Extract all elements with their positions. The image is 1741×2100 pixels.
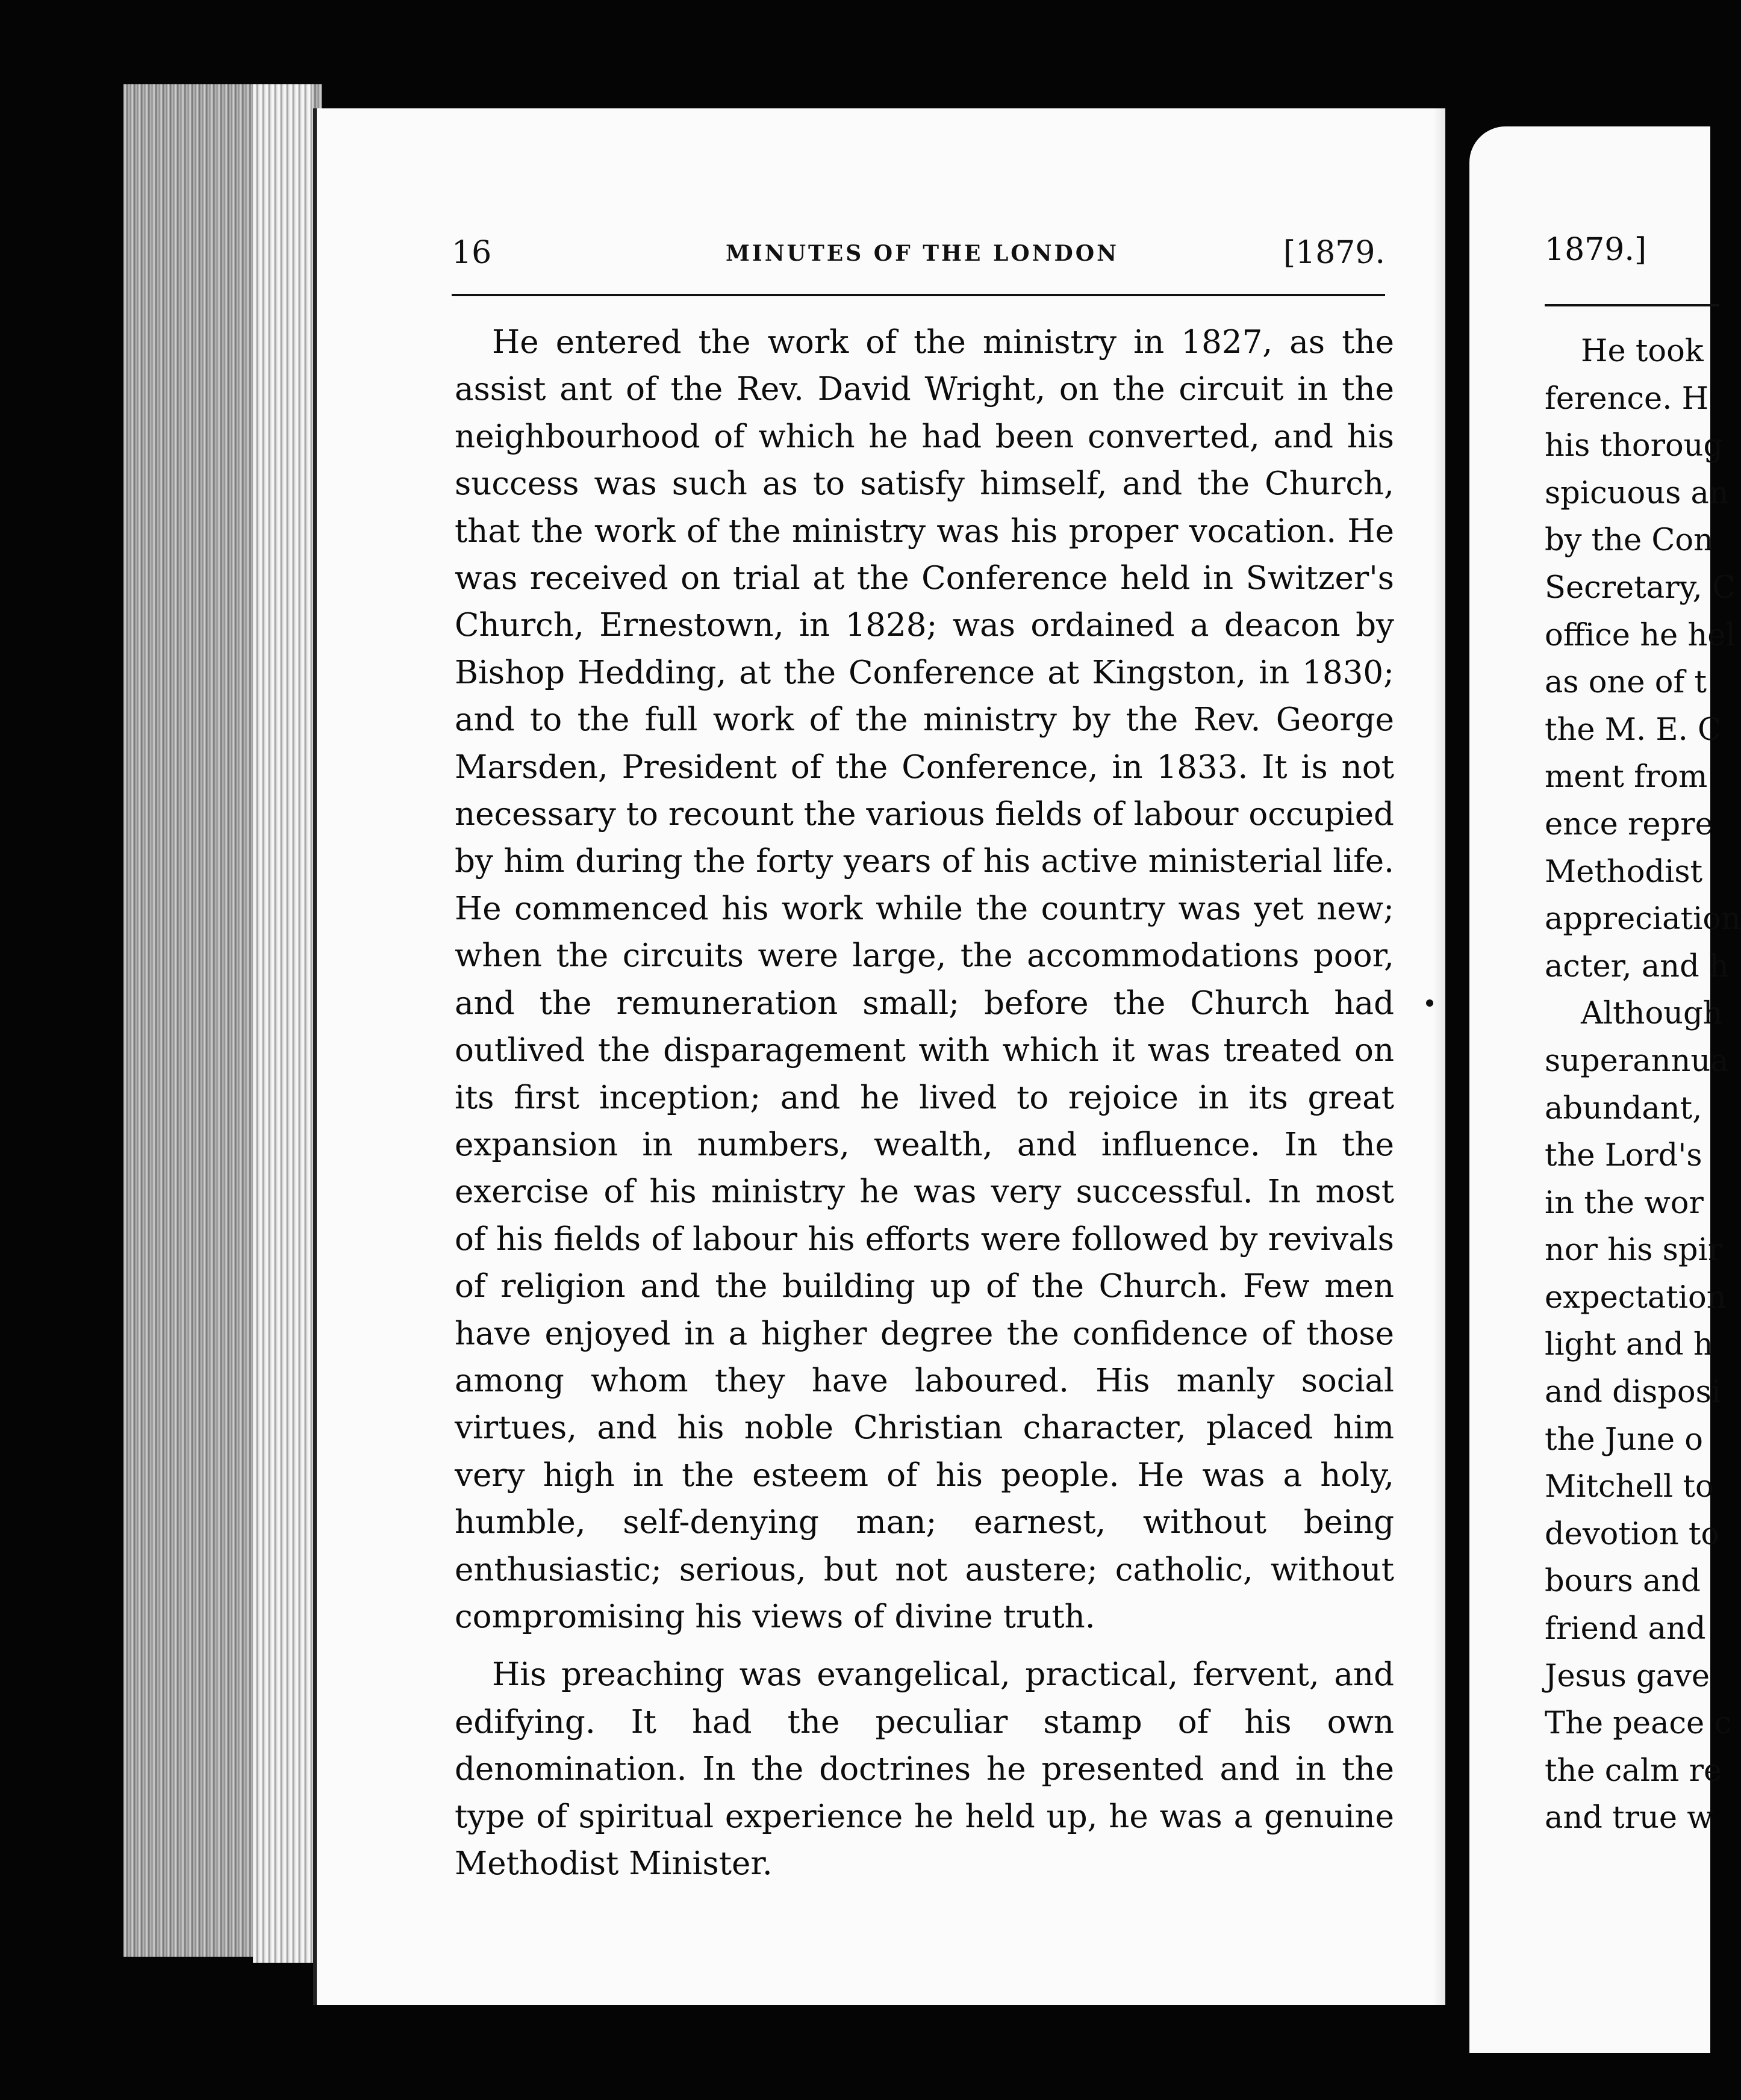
page-number: 16 (452, 235, 492, 271)
right-page-line: The peace c (1545, 1706, 1732, 1742)
right-page-line: abundant, (1545, 1090, 1702, 1126)
right-page-line: the Lord's (1545, 1138, 1702, 1174)
right-page-line: He took (1581, 334, 1704, 369)
left-page-header (452, 229, 1385, 277)
right-page-line: superannua (1545, 1043, 1729, 1079)
right-page-line: by the Con (1545, 523, 1713, 559)
right-page-line: Although (1581, 996, 1723, 1032)
right-page-line: light and h (1545, 1327, 1713, 1363)
right-page-line: as one of t (1545, 665, 1707, 701)
right-page-header (1545, 232, 1725, 268)
book-page-edges (253, 84, 313, 1963)
right-page-line: and disposi (1545, 1375, 1722, 1411)
right-page-line: office he hel (1545, 617, 1736, 653)
header-year: [1879. (1283, 235, 1385, 271)
right-page-line: ment from (1545, 759, 1708, 795)
right-page-line: Mitchell to (1545, 1469, 1714, 1505)
left-page-body (455, 319, 1394, 1898)
right-page-line: and true w (1545, 1800, 1713, 1836)
right-page-line: friend and (1545, 1611, 1706, 1647)
right-page-line: Methodist (1545, 854, 1703, 890)
right-page-line: the June o (1545, 1421, 1703, 1458)
right-page-line: expectation (1545, 1279, 1727, 1316)
right-header-year: 1879.] (1545, 232, 1647, 268)
header-rule (452, 294, 1385, 296)
right-page-line: Secretary, C (1545, 570, 1736, 606)
right-page-line: acter, and h (1545, 948, 1729, 984)
right-page-line: in the wor (1545, 1185, 1704, 1221)
right-header-rule (1545, 304, 1719, 306)
right-page-line: spicuous an (1545, 475, 1729, 511)
right-page-line: ference. H (1545, 381, 1709, 417)
right-page-line: the M. E. C (1545, 712, 1722, 748)
right-page-line: appreciation (1545, 901, 1741, 937)
paragraph-1: He entered the work of the ministry in 1827, as the assist ant of the Rev. David Wright, on the circuit in the neighbourhood of which he had been converted, and his success was such as to satisfy himself, and the Church, that the work of the ministry was his proper vocation. He was received on trial at the Conference held in Switzer's Church, Ernestown, in 1828; was ordained a deacon by Bishop Hedding, at the Conference at Kingston, in 1830; and to the full work of the ministry by the Rev. George Marsden, President of the Conference, in 1833. It is not necessary to recount the various fields of labour occupied by him during the forty years of his active ministerial life. He commenced his work while the country was yet new; when the circuits were large, the accommodations poor, and the remuneration small; before the Church had outlived the disparagement with which it was treated on its first inception; and he lived to rejoice in its great expansion in numbers, wealth, and influence. In the exercise of his ministry he was very successful. In most of his fields of labour his efforts were followed by revivals of religion and the building up of the Church. Few men have enjoyed in a higher degree the confidence of those among whom they have laboured. His manly social virtues, and his noble Christian character, placed him very high in the esteem of his people. He was a holy, humble, self-denying man; earnest, without being enthusiastic; serious, but not austere; catholic, without compromising his views of divine truth. (455, 324, 1394, 1635)
right-page-line: his thoroug (1545, 428, 1724, 464)
right-page-line: Jesus gave (1545, 1658, 1710, 1694)
right-page-line: ence repre (1545, 806, 1713, 842)
running-head: MINUTES OF THE LONDON (726, 241, 1120, 266)
right-page-line: bours and (1545, 1564, 1701, 1600)
right-page-line: the calm re (1545, 1753, 1722, 1789)
margin-dot (1426, 999, 1433, 1007)
paragraph-2: His preaching was evangelical, practical, fervent, and edifying. It had the peculiar stamp of his own denomination. In the doctrines he presented and in the type of spiritual experience he held up, he was a genuine Methodist Minister. (455, 1656, 1394, 1882)
right-page-body (1545, 328, 1741, 1842)
right-page-line: devotion to (1545, 1516, 1720, 1552)
right-page-line: nor his spir (1545, 1232, 1723, 1269)
